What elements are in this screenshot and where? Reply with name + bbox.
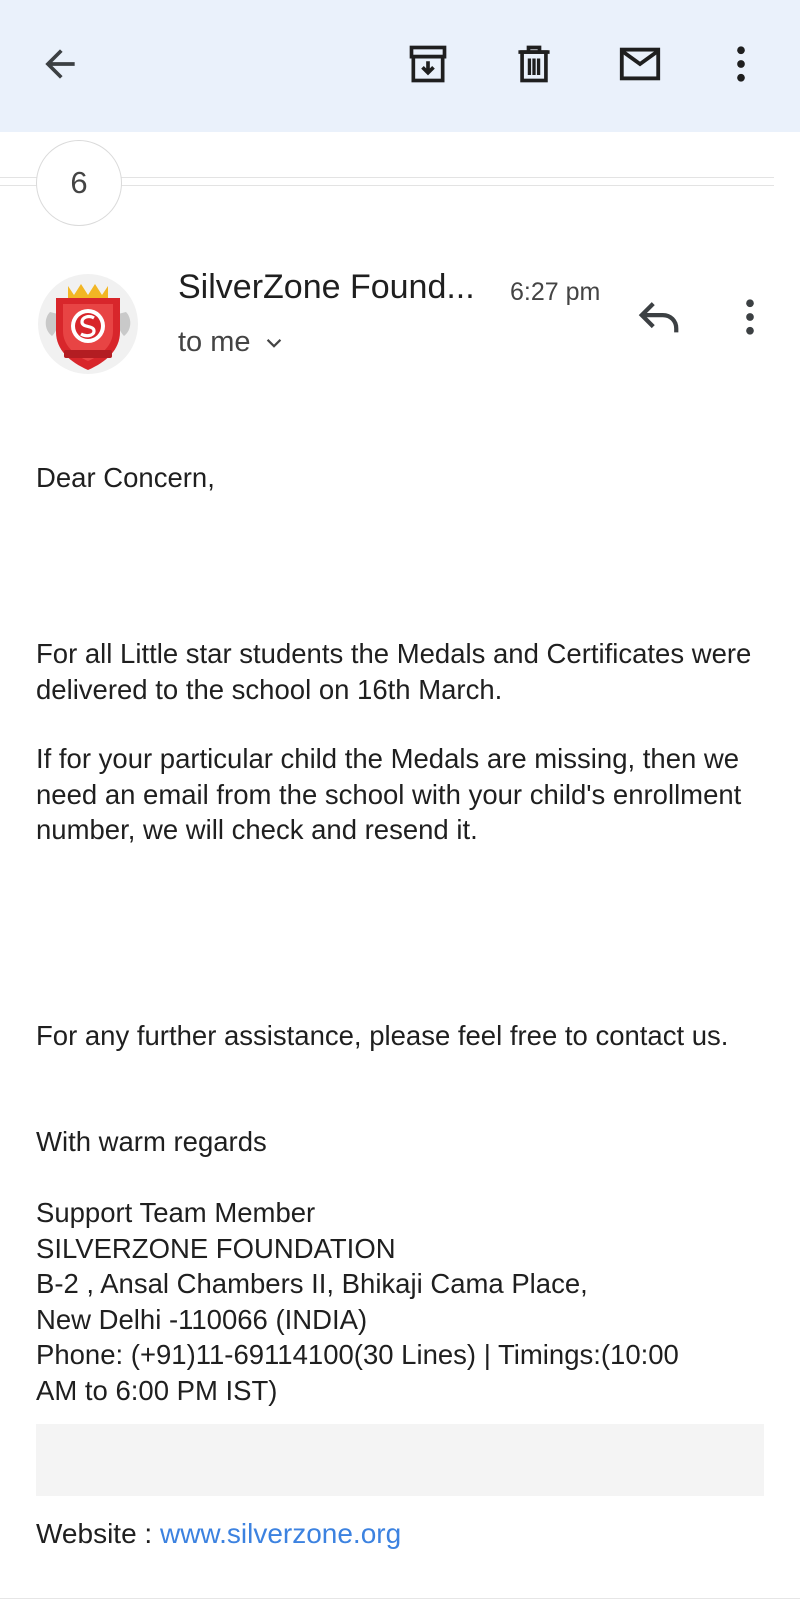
signature-line: B-2 , Ansal Chambers II, Bhikaji Cama Place, [36,1268,588,1299]
website-line [36,1518,401,1550]
reply-icon [636,294,682,340]
recipients-text: to me [178,326,251,358]
body-paragraph: If for your particular child the Medals are missing, then we need an email from the school with your child's enrollment number, we will check and resend it. [36,743,742,845]
message-more-button[interactable] [722,290,778,344]
signature-line: New Delhi -110066 (INDIA) [36,1303,368,1335]
signature [36,1195,776,1408]
arrow-left-icon [38,42,82,86]
collapsed-messages[interactable] [0,140,800,232]
top-toolbar [0,0,800,132]
trash-icon [512,42,556,86]
website-label: Website : [36,1518,153,1549]
sender-name[interactable]: SilverZone Found... [178,268,475,306]
chevron-down-icon [263,332,285,354]
signature-line: Phone: (+91)11-69114100(30 Lines) | Timings:(10:00 [36,1339,679,1370]
website-link[interactable]: www.silverzone.org [159,1518,402,1549]
more-vert-icon [719,42,763,86]
back-button[interactable] [32,36,88,92]
closing: With warm regards [36,1126,267,1157]
bottom-divider [0,1598,800,1599]
signature-line: AM to 6:00 PM IST) [36,1374,278,1406]
silverzone-logo-icon [36,268,140,376]
archive-icon [406,42,450,86]
delete-button[interactable] [506,36,562,92]
recipients-toggle[interactable] [178,326,285,359]
archive-button[interactable] [400,36,456,92]
signature-line: Support Team Member [36,1197,316,1228]
collapsed-count-badge[interactable]: 6 [36,140,122,226]
body-paragraph: For any further assistance, please feel free to contact us. [36,1020,729,1051]
mail-icon [617,41,663,87]
signature-line: SILVERZONE FOUNDATION [36,1232,396,1264]
greeting: Dear Concern, [36,462,215,493]
sender-avatar[interactable] [36,268,140,376]
mark-unread-button[interactable] [612,36,668,92]
more-options-button[interactable] [716,36,766,92]
body-paragraph: For all Little star students the Medals and Certificates were delivered to the school on 16th March. [36,638,752,705]
more-vert-icon [728,295,772,339]
hidden-content-block [36,1424,764,1496]
reply-button[interactable] [630,290,688,344]
message-time: 6:27 pm [510,278,601,306]
